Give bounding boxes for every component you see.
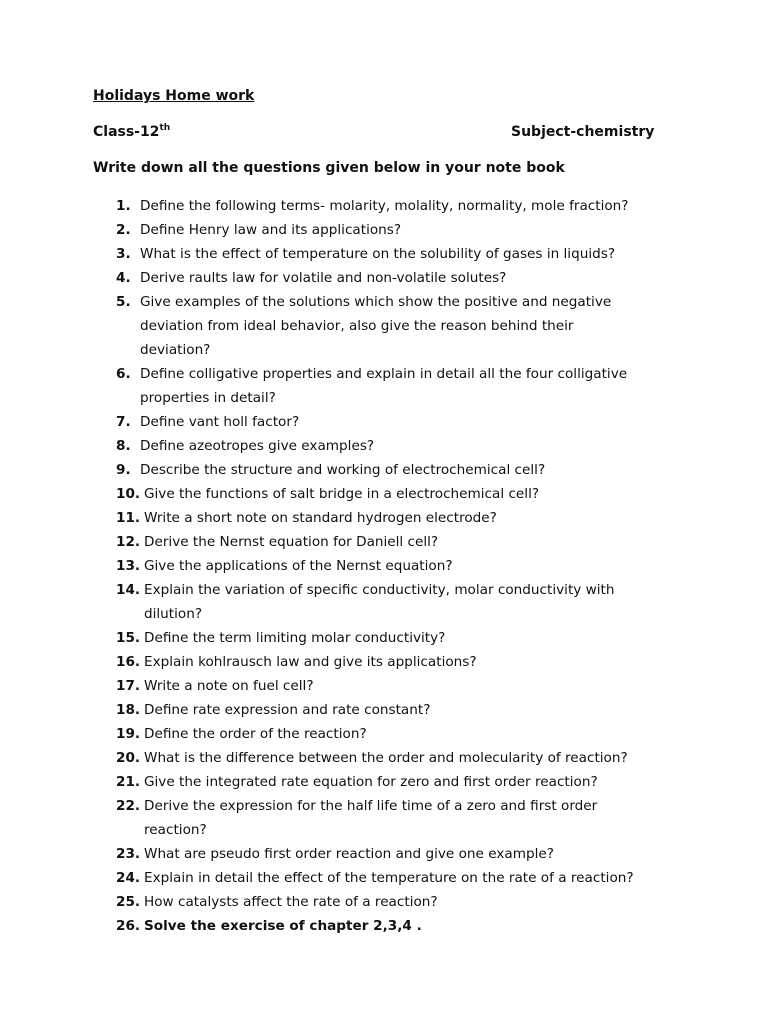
question-item	[116, 554, 716, 578]
question-number: 6.	[116, 366, 131, 382]
question-number: 21.	[116, 774, 141, 790]
question-line: What are pseudo first order reaction and give one example?	[144, 846, 554, 862]
question-number: 19.	[116, 726, 141, 742]
question-number: 7.	[116, 414, 131, 430]
class-label	[93, 124, 170, 140]
question-item	[116, 218, 716, 242]
question-text	[144, 890, 716, 914]
question-line: dilution?	[144, 606, 203, 622]
question-line: Explain in detail the effect of the temperature on the rate of a reaction?	[144, 870, 634, 886]
question-text	[144, 794, 716, 842]
question-text	[144, 722, 716, 746]
question-number: 25.	[116, 894, 141, 910]
question-text	[140, 434, 716, 458]
question-number: 23.	[116, 846, 141, 862]
question-text	[144, 578, 716, 626]
question-line: Define Henry law and its applications?	[140, 222, 402, 238]
instruction-text: Write down all the questions given below in your note book	[93, 160, 565, 176]
question-item	[116, 626, 716, 650]
question-number: 12.	[116, 534, 141, 550]
question-item	[116, 458, 716, 482]
question-line: Define the following terms- molarity, molality, normality, mole fraction?	[140, 198, 629, 214]
class-superscript: th	[159, 123, 171, 133]
question-line: How catalysts affect the rate of a reaction?	[144, 894, 438, 910]
question-text	[140, 242, 716, 266]
question-item	[116, 842, 716, 866]
question-text	[144, 698, 716, 722]
question-line: Solve the exercise of chapter 2,3,4 .	[144, 918, 422, 934]
question-text	[140, 290, 716, 362]
question-item	[116, 746, 716, 770]
question-item	[116, 362, 716, 410]
question-number: 2.	[116, 222, 131, 238]
question-line: Derive the Nernst equation for Daniell cell?	[144, 534, 439, 550]
question-number: 26.	[116, 918, 141, 934]
question-number: 20.	[116, 750, 141, 766]
question-number: 18.	[116, 702, 141, 718]
question-line: deviation?	[140, 342, 211, 358]
question-line: Give the functions of salt bridge in a electrochemical cell?	[144, 486, 540, 502]
question-item	[116, 674, 716, 698]
question-line: Define the order of the reaction?	[144, 726, 367, 742]
question-line: Write a short note on standard hydrogen electrode?	[144, 510, 497, 526]
question-line: Write a note on fuel cell?	[144, 678, 314, 694]
question-text	[144, 746, 716, 770]
question-item	[116, 410, 716, 434]
question-item	[116, 650, 716, 674]
question-line: deviation from ideal behavior, also give the reason behind their	[140, 318, 574, 334]
question-item	[116, 890, 716, 914]
question-item	[116, 770, 716, 794]
question-line: Define colligative properties and explain in detail all the four colligative	[140, 366, 628, 382]
question-item	[116, 194, 716, 218]
question-text	[144, 530, 716, 554]
question-text	[140, 194, 716, 218]
question-line: Derive raults law for volatile and non-volatile solutes?	[140, 270, 507, 286]
question-number: 17.	[116, 678, 141, 694]
question-number: 13.	[116, 558, 141, 574]
question-item	[116, 578, 716, 626]
question-item	[116, 290, 716, 362]
question-number: 11.	[116, 510, 141, 526]
question-line: Define vant holl factor?	[140, 414, 300, 430]
question-text	[144, 914, 716, 938]
question-text	[144, 770, 716, 794]
question-item	[116, 242, 716, 266]
question-line: What is the difference between the order and molecularity of reaction?	[144, 750, 628, 766]
question-item	[116, 482, 716, 506]
question-text	[140, 458, 716, 482]
class-text: Class-12	[93, 124, 160, 140]
question-text	[144, 626, 716, 650]
question-number: 14.	[116, 582, 141, 598]
question-list	[116, 194, 716, 938]
question-line: Explain the variation of specific conductivity, molar conductivity with	[144, 582, 615, 598]
question-number: 16.	[116, 654, 141, 670]
question-item	[116, 722, 716, 746]
question-number: 22.	[116, 798, 141, 814]
question-text	[144, 650, 716, 674]
question-line: Define rate expression and rate constant?	[144, 702, 431, 718]
question-line: Give the applications of the Nernst equation?	[144, 558, 453, 574]
question-line: Give examples of the solutions which show the positive and negative	[140, 294, 612, 310]
question-number: 1.	[116, 198, 131, 214]
question-item	[116, 506, 716, 530]
question-item	[116, 794, 716, 842]
question-line: Define azeotropes give examples?	[140, 438, 375, 454]
question-item	[116, 434, 716, 458]
question-text	[144, 554, 716, 578]
question-number: 8.	[116, 438, 131, 454]
question-line: Explain kohlrausch law and give its applications?	[144, 654, 477, 670]
document-title: Holidays Home work	[93, 88, 255, 104]
question-text	[140, 266, 716, 290]
question-item	[116, 914, 716, 938]
question-text	[144, 842, 716, 866]
question-line: Give the integrated rate equation for zero and first order reaction?	[144, 774, 598, 790]
question-item	[116, 530, 716, 554]
question-line: Describe the structure and working of electrochemical cell?	[140, 462, 546, 478]
question-line: reaction?	[144, 822, 207, 838]
question-number: 4.	[116, 270, 131, 286]
question-line: properties in detail?	[140, 390, 276, 406]
question-item	[116, 698, 716, 722]
question-number: 24.	[116, 870, 141, 886]
question-number: 9.	[116, 462, 131, 478]
question-number: 3.	[116, 246, 131, 262]
question-line: What is the effect of temperature on the solubility of gases in liquids?	[140, 246, 616, 262]
question-line: Define the term limiting molar conductivity?	[144, 630, 446, 646]
question-number: 15.	[116, 630, 141, 646]
question-text	[140, 410, 716, 434]
question-text	[144, 482, 716, 506]
question-line: Derive the expression for the half life time of a zero and first order	[144, 798, 598, 814]
question-text	[140, 362, 716, 410]
question-item	[116, 266, 716, 290]
question-number: 10.	[116, 486, 141, 502]
subject-label: Subject-chemistry	[511, 124, 655, 140]
question-text	[140, 218, 716, 242]
question-text	[144, 674, 716, 698]
question-number: 5.	[116, 294, 131, 310]
question-text	[144, 866, 716, 890]
question-item	[116, 866, 716, 890]
question-text	[144, 506, 716, 530]
